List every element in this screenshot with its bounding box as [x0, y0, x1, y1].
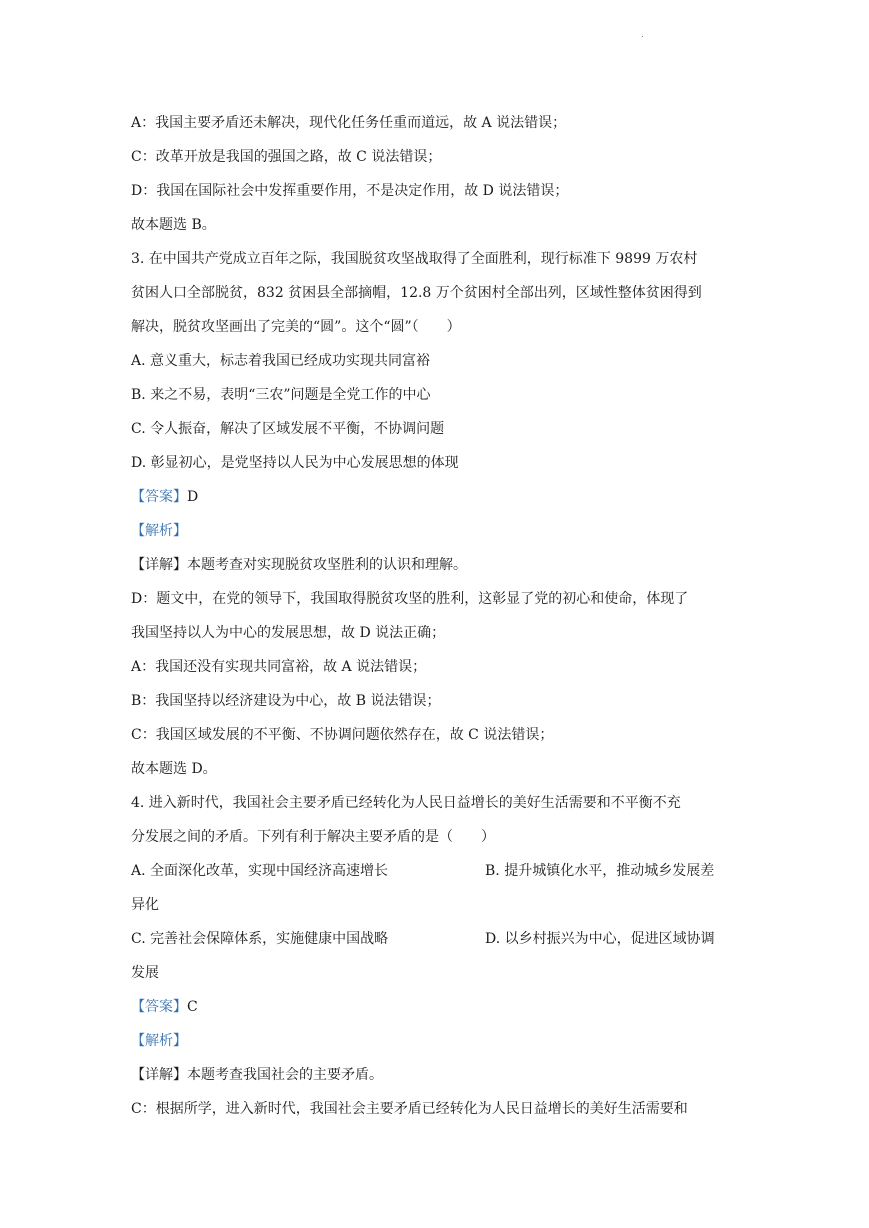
option-c: C. 令人振奋，解决了区域发展不平衡，不协调问题: [131, 421, 445, 437]
question-3-stem: 3. 在中国共产党成立百年之际，我国脱贫攻坚战取得了全面胜利，现行标准下 9899 万农村: [131, 251, 698, 267]
text-line: A：我国主要矛盾还未解决，现代化任务任重而道远，故 A 说法错误；: [131, 115, 567, 131]
option-c: C. 完善社会保障体系，实施健康中国战略: [131, 931, 389, 947]
text-line: D：我国在国际社会中发挥重要作用，不是决定作用，故 D 说法错误；: [131, 183, 569, 199]
question-4-stem: 4. 进入新时代，我国社会主要矛盾已经转化为人民日益增长的美好生活需要和不平衡不充: [131, 795, 681, 811]
answer-line: [131, 487, 198, 507]
analysis-tag: 【解析】: [131, 1033, 187, 1049]
text-line: 故本题选 B。: [131, 217, 216, 233]
question-3-stem: 解决，脱贫攻坚画出了完美的“圆”。这个“圆”（ ）: [131, 319, 461, 335]
detail-tag: 【详解】: [131, 557, 187, 573]
option-a: A. 意义重大，标志着我国已经成功实现共同富裕: [131, 353, 431, 369]
explanation-line: B：我国坚持以经济建设为中心，故 B 说法错误；: [131, 693, 441, 709]
detail-text: 本题考查对实现脱贫攻坚胜利的认识和理解。: [187, 557, 467, 573]
answer-tag: 【答案】: [131, 489, 187, 505]
answer-line: [131, 997, 198, 1017]
detail-tag: 【详解】: [131, 1067, 187, 1083]
detail-text: 本题考查我国社会的主要矛盾。: [187, 1067, 383, 1083]
option-b: B. 来之不易，表明“三农”问题是全党工作的中心: [131, 387, 431, 403]
analysis-tag: 【解析】: [131, 523, 187, 539]
option-d: D. 彰显初心，是党坚持以人民为中心发展思想的体现: [131, 455, 459, 471]
answer-value: D: [187, 489, 199, 505]
option-b: B. 提升城镇化水平，推动城乡发展差: [485, 863, 715, 879]
option-d-continued: 发展: [131, 965, 159, 981]
explanation-line: 我国坚持以人为中心的发展思想，故 D 说法正确；: [131, 625, 446, 641]
detail-line: [131, 1065, 383, 1085]
answer-value: C: [187, 999, 198, 1015]
detail-line: [131, 555, 467, 575]
option-row: [131, 861, 388, 881]
explanation-line: D：题文中，在党的领导下，我国取得脱贫攻坚的胜利，这彰显了党的初心和使命，体现了: [131, 591, 689, 607]
option-d: D. 以乡村振兴为中心，促进区域协调: [485, 931, 715, 947]
explanation-line: A：我国还没有实现共同富裕，故 A 说法错误；: [131, 659, 427, 675]
explanation-line: 故本题选 D。: [131, 761, 217, 777]
option-a: A. 全面深化改革，实现中国经济高速增长: [131, 863, 389, 879]
answer-tag: 【答案】: [131, 999, 187, 1015]
question-4-stem: 分发展之间的矛盾。下列有利于解决主要矛盾的是（ ）: [131, 829, 495, 845]
explanation-line: C：根据所学，进入新时代，我国社会主要矛盾已经转化为人民日益增长的美好生活需要和: [131, 1101, 688, 1117]
header-mark: .: [641, 30, 644, 40]
text-line: C：改革开放是我国的强国之路，故 C 说法错误；: [131, 149, 442, 165]
explanation-line: C：我国区域发展的不平衡、不协调问题依然存在，故 C 说法错误；: [131, 727, 554, 743]
question-3-stem: 贫困人口全部脱贫，832 贫困县全部摘帽，12.8 万个贫困村全部出列，区域性整体贫困得到: [131, 285, 702, 301]
option-b-continued: 异化: [131, 897, 159, 913]
